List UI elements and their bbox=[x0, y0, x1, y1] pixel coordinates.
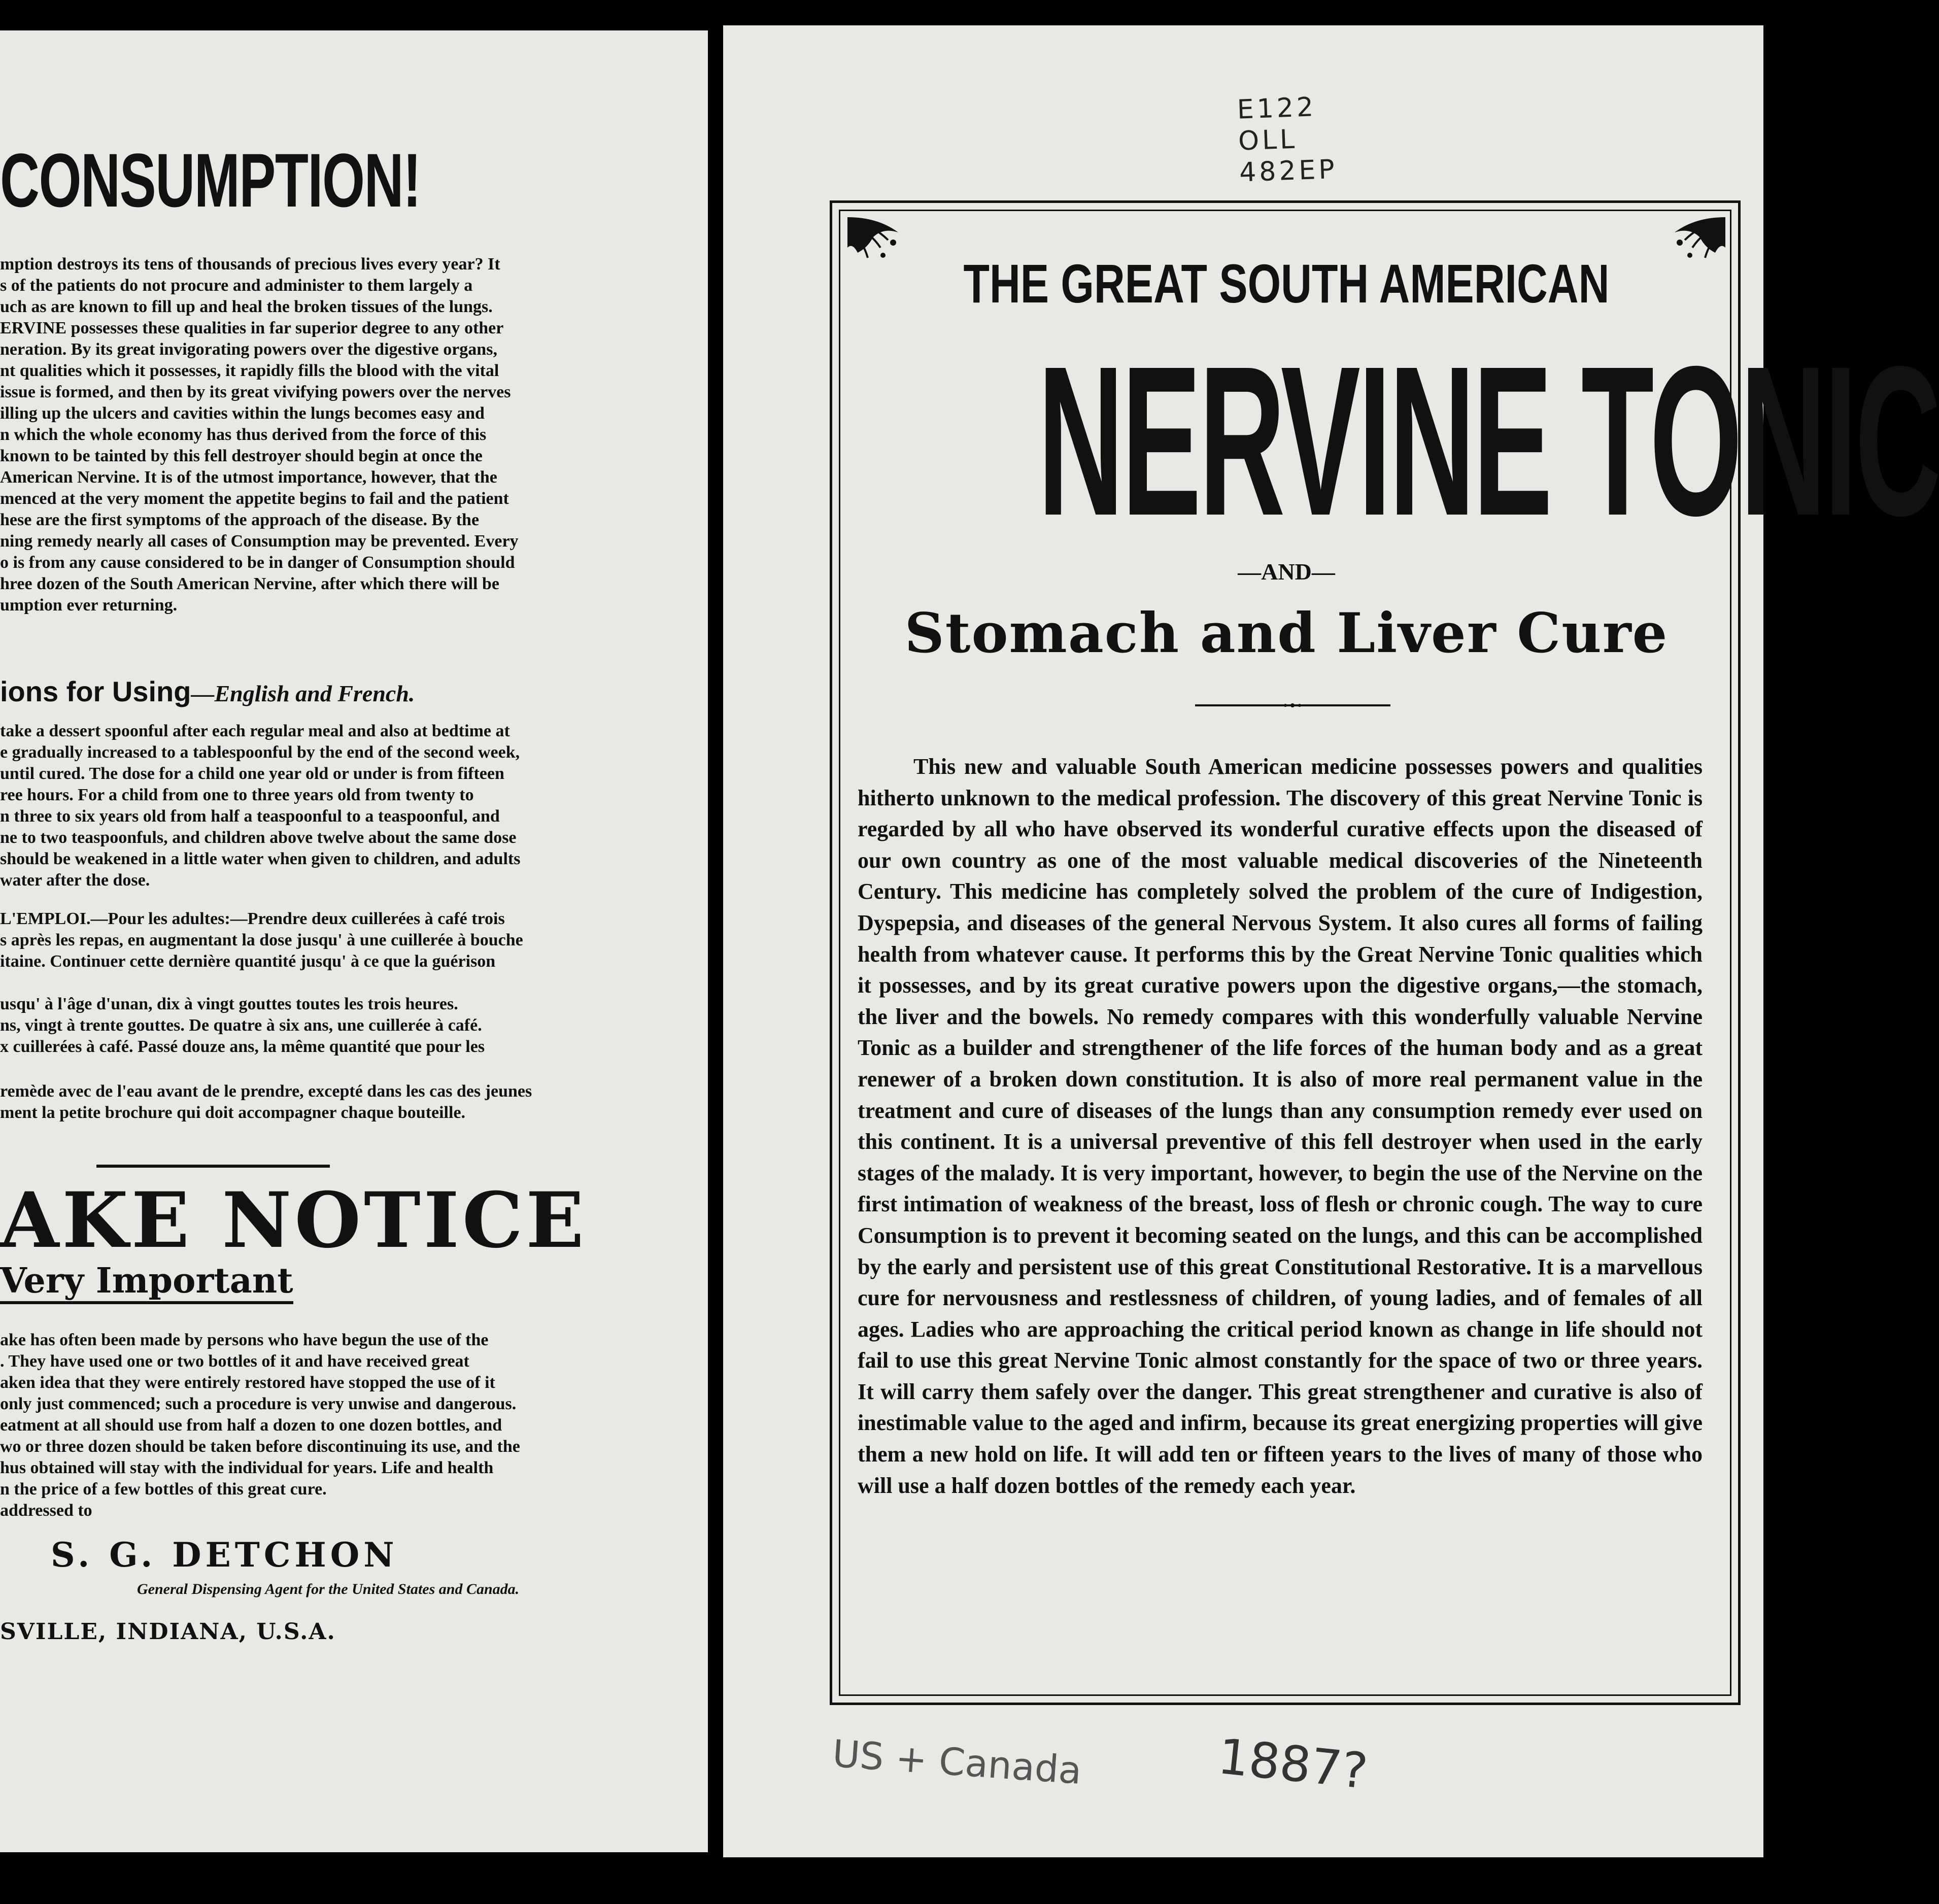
text-line: neration. By its great invigorating powers over the digestive organs, bbox=[0, 340, 497, 359]
text-line: ning remedy nearly all cases of Consumption may be prevented. Every bbox=[0, 532, 519, 551]
text-line: hree dozen of the South American Nervine, after which there will be bbox=[0, 574, 499, 593]
ad-and: —AND— bbox=[1238, 559, 1335, 585]
very-important-subheading: Very Important bbox=[0, 1264, 293, 1304]
text-line: eatment at all should use from half a dozen to one dozen bottles, and bbox=[0, 1416, 502, 1435]
text-line: ment la petite brochure qui doit accompagner chaque bouteille. bbox=[0, 1103, 466, 1122]
text-line: ERVINE possesses these qualities in far superior degree to any other bbox=[0, 319, 504, 337]
handwritten-catalog-note bbox=[1237, 88, 1402, 188]
text-line: itaine. Continuer cette dernière quantité jusqu' à ce que la guérison bbox=[0, 952, 496, 971]
directions-french-text bbox=[0, 908, 675, 1058]
handwritten-date: 1887? bbox=[1215, 1727, 1371, 1800]
left-divider bbox=[96, 1165, 330, 1168]
ad-cure-heading: Stomach and Liver Cure bbox=[904, 601, 1669, 665]
text-line: n the price of a few bottles of this great cure. bbox=[0, 1480, 327, 1499]
notice-text bbox=[0, 1330, 675, 1521]
text-line: remède avec de l'eau avant de le prendre, excepté dans les cas des jeunes bbox=[0, 1082, 532, 1101]
agent-name: S. G. DETCHON bbox=[51, 1535, 398, 1575]
text-line: American Nervine. It is of the utmost importance, however, that the bbox=[0, 468, 497, 487]
text-line: uch as are known to fill up and heal the broken tissues of the lungs. bbox=[0, 297, 493, 316]
ad-subtitle: THE GREAT SOUTH AMERICAN bbox=[963, 253, 1610, 314]
directions-heading bbox=[0, 675, 675, 708]
text-line: only just commenced; such a procedure is very unwise and dangerous. bbox=[0, 1395, 517, 1413]
directions-heading-languages: —English and French. bbox=[191, 681, 415, 706]
text-line: x cuillerées à café. Passé douze ans, la même quantité que pour les bbox=[0, 1037, 485, 1056]
text-line: ne to two teaspoonfuls, and children above twelve about the same dose bbox=[0, 828, 517, 847]
text-line: wo or three dozen should be taken before discontinuing its use, and the bbox=[0, 1437, 520, 1456]
text-line: hus obtained will stay with the individual for years. Life and health bbox=[0, 1458, 494, 1477]
ad-title: NERVINE TONIC bbox=[1038, 322, 1939, 560]
text-line: take a dessert spoonful after each regular meal and also at bedtime at bbox=[0, 722, 510, 740]
text-line: illing up the ulcers and cavities within the lungs becomes easy and bbox=[0, 404, 485, 423]
consumption-text bbox=[0, 254, 675, 616]
text-line: ns, vingt à trente gouttes. De quatre à six ans, une cuillerée à café. bbox=[0, 1016, 482, 1035]
directions-french-note bbox=[0, 1081, 675, 1124]
text-line: s of the patients do not procure and administer to them largely a bbox=[0, 276, 473, 295]
text-line: known to be tainted by this fell destroyer should begin at once the bbox=[0, 447, 483, 465]
text-line: aken idea that they were entirely restored have stopped the use of it bbox=[0, 1373, 495, 1392]
text-line: umption ever returning. bbox=[0, 596, 178, 615]
text-line: menced at the very moment the appetite begins to fail and the patient bbox=[0, 489, 509, 508]
text-line: addressed to bbox=[0, 1501, 92, 1520]
handwritten-note: US + Canada bbox=[831, 1731, 1083, 1793]
text-line: o is from any cause considered to be in danger of Consumption should bbox=[0, 553, 515, 572]
text-line: hese are the first symptoms of the approach of the disease. By the bbox=[0, 511, 480, 529]
ad-body-text: This new and valuable South American medicine possesses powers and qualities hitherto unknown to the medical profession. The discovery of this great Nervine Tonic is regarded by all who have observed its wonderful curative effects upon the diseased of our own country as one of the most valuable medical discoveries of the Nineteenth Century. This medicine has completely solved the problem of the cure of Indigestion, Dyspepsia, and diseases of the general Nervous System. It also cures all forms of failing health from whatever cause. It performs this by the Great Nervine Tonic qualities which it possesses, and by its great curative powers upon the digestive organs,—the stomach, the liver and the bowels. No remedy compares with this wonderfully valuable Nervine Tonic as a builder and strengthener of the life forces of the human body and as a great renewer of a broken down constitution. It is also of more real permanent value in the treatment and cure of diseases of the lungs than any consumption remedy ever used on this continent. It is a universal preventive of this fell destroyer when used in the early stages of the malady. It is very important, however, to begin the use of the Nervine on the first intimation of weakness of the breast, loss of flesh or chronic cough. The way to cure Consumption is to prevent it becoming seated on the lungs, and this can be accomplished by the early and persistent use of this great Constitutional Restorative. It is a marvellous cure for nervousness and restlessness of children, of young ladies, and of females of all ages. Ladies who are approaching the critical period known as change in life should not fail to use this great Nervine Tonic almost constantly for the space of two or three years. It will carry them safely over the danger. This great strengthener and curative is also of inestimable value to the aged and infirm, because its great energizing properties will give them a new hold on life. It will add ten or fifteen years to the lives of many of those who will use a half dozen bottles of the remedy each year. bbox=[858, 754, 1703, 1498]
corner-ornament-right-icon bbox=[1659, 212, 1730, 283]
text-line: ake has often been made by persons who have begun the use of the bbox=[0, 1331, 489, 1349]
directions-english-text bbox=[0, 721, 675, 891]
directions-heading-main: ions for Using bbox=[0, 675, 191, 707]
text-line: water after the dose. bbox=[0, 871, 150, 890]
text-line: should be weakened in a little water when given to children, and adults bbox=[0, 849, 521, 868]
catalog-note-line: OLL bbox=[1238, 124, 1298, 157]
take-notice-heading: AKE NOTICE bbox=[0, 1176, 587, 1265]
text-line: until cured. The dose for a child one year old or under is from fifteen bbox=[0, 764, 504, 783]
text-line: nt qualities which it possesses, it rapidly fills the blood with the vital bbox=[0, 361, 499, 380]
agent-title: General Dispensing Agent for the United States and Canada. bbox=[137, 1581, 520, 1597]
agent-city: SVILLE, INDIANA, U.S.A. bbox=[0, 1619, 336, 1645]
corner-ornament-left-icon bbox=[842, 212, 913, 283]
text-line: mption destroys its tens of thousands of precious lives every year? It bbox=[0, 255, 500, 274]
text-line bbox=[0, 972, 675, 994]
consumption-heading: CONSUMPTION! bbox=[0, 138, 421, 223]
text-line: ree hours. For a child from one to three years old from twenty to bbox=[0, 786, 474, 804]
text-line: e gradually increased to a tablespoonful by the end of the second week, bbox=[0, 743, 520, 762]
text-line: usqu' à l'âge d'unan, dix à vingt gouttes toutes les trois heures. bbox=[0, 995, 458, 1013]
text-line: s après les repas, en augmentant la dose jusqu' à une cuillerée à bouche bbox=[0, 931, 523, 949]
text-line: n which the whole economy has thus derived from the force of this bbox=[0, 425, 487, 444]
catalog-note-line: E122 bbox=[1236, 92, 1317, 125]
ad-ornamental-rule bbox=[1195, 703, 1390, 707]
text-line: L'EMPLOI.—Pour les adultes:—Prendre deux cuillerées à café trois bbox=[0, 909, 505, 928]
text-line: issue is formed, and then by its great vivifying powers over the nerves bbox=[0, 383, 511, 401]
text-line: . They have used one or two bottles of it and have received great bbox=[0, 1352, 469, 1371]
text-line: n three to six years old from half a teaspoonful to a teaspoonful, and bbox=[0, 807, 500, 826]
catalog-note-line: 482EP bbox=[1239, 154, 1338, 188]
